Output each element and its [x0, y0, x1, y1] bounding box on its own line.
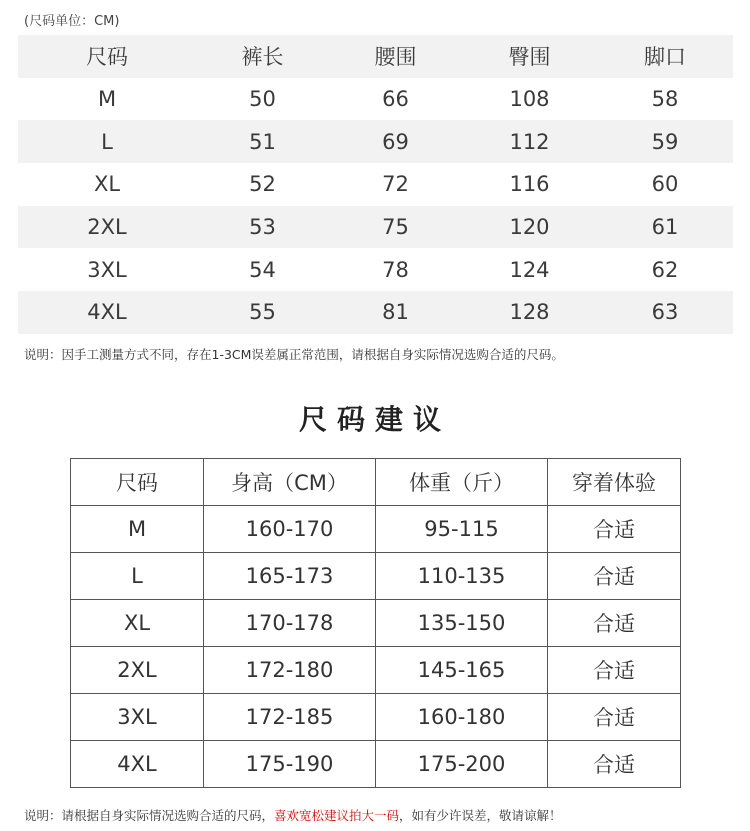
- table-cell: 合适: [548, 553, 681, 600]
- rec-row: [71, 694, 681, 741]
- table-cell: 52: [196, 163, 329, 206]
- table-cell: 合适: [548, 506, 681, 553]
- table-cell: 72: [329, 163, 462, 206]
- header-cell: 穿着体验: [548, 459, 681, 506]
- table-cell: 2XL: [71, 647, 204, 694]
- rec-header-row: [71, 459, 681, 506]
- rec-row: [71, 600, 681, 647]
- table-cell: 2XL: [18, 206, 196, 249]
- table-cell: XL: [71, 600, 204, 647]
- rec-row: [71, 647, 681, 694]
- table-cell: 128: [462, 291, 597, 334]
- table-cell: 69: [329, 120, 462, 163]
- size-row: [18, 120, 733, 163]
- table-cell: 95-115: [376, 506, 548, 553]
- unit-note: (尺码单位：CM): [24, 14, 120, 29]
- table-cell: 3XL: [18, 248, 196, 291]
- size-row: [18, 163, 733, 206]
- table-cell: XL: [18, 163, 196, 206]
- table-cell: 58: [597, 78, 733, 121]
- header-cell: 尺码: [18, 35, 196, 78]
- size-row: [18, 78, 733, 121]
- header-cell: 臀围: [462, 35, 597, 78]
- table-cell: 135-150: [376, 600, 548, 647]
- table-cell: 合适: [548, 694, 681, 741]
- purchase-note: [24, 806, 562, 824]
- table-cell: 59: [597, 120, 733, 163]
- table-cell: 170-178: [204, 600, 376, 647]
- size-row: [18, 248, 733, 291]
- size-row: [18, 291, 733, 334]
- table-cell: 160-180: [376, 694, 548, 741]
- header-cell: 腰围: [329, 35, 462, 78]
- header-cell: 尺码: [71, 459, 204, 506]
- table-cell: 61: [597, 206, 733, 249]
- table-cell: 50: [196, 78, 329, 121]
- table-cell: 4XL: [71, 741, 204, 788]
- table-cell: 62: [597, 248, 733, 291]
- table-cell: 175-190: [204, 741, 376, 788]
- size-row: [18, 206, 733, 249]
- header-cell: 裤长: [196, 35, 329, 78]
- table-cell: 54: [196, 248, 329, 291]
- table-cell: 172-185: [204, 694, 376, 741]
- section-title: 尺码建议: [298, 403, 451, 436]
- rec-row: [71, 506, 681, 553]
- size-table: [18, 35, 733, 334]
- table-cell: 110-135: [376, 553, 548, 600]
- table-cell: 145-165: [376, 647, 548, 694]
- table-cell: 60: [597, 163, 733, 206]
- table-cell: M: [71, 506, 204, 553]
- table-cell: 55: [196, 291, 329, 334]
- table-cell: 120: [462, 206, 597, 249]
- table-cell: 160-170: [204, 506, 376, 553]
- table-cell: M: [18, 78, 196, 121]
- table-cell: 124: [462, 248, 597, 291]
- table-cell: 81: [329, 291, 462, 334]
- size-header-row: [18, 35, 733, 78]
- measurement-note: 说明：因手工测量方式不同，存在1-3CM误差属正常范围，请根据自身实际情况选购合适的尺码。: [24, 347, 564, 362]
- table-cell: 175-200: [376, 741, 548, 788]
- table-cell: L: [18, 120, 196, 163]
- rec-row: [71, 553, 681, 600]
- table-cell: L: [71, 553, 204, 600]
- table-cell: 165-173: [204, 553, 376, 600]
- table-cell: 78: [329, 248, 462, 291]
- header-cell: 身高（CM）: [204, 459, 376, 506]
- table-cell: 53: [196, 206, 329, 249]
- table-cell: 172-180: [204, 647, 376, 694]
- table-cell: 合适: [548, 741, 681, 788]
- header-cell: 脚口: [597, 35, 733, 78]
- table-cell: 4XL: [18, 291, 196, 334]
- table-cell: 112: [462, 120, 597, 163]
- purchase-note-highlight: 喜欢宽松建议拍大一码: [274, 808, 400, 823]
- recommendation-table: [70, 458, 681, 788]
- purchase-note-prefix: 说明：请根据自身实际情况选购合适的尺码，: [24, 808, 275, 823]
- table-cell: 51: [196, 120, 329, 163]
- rec-row: [71, 741, 681, 788]
- purchase-note-suffix: ，如有少许误差，敬请谅解！: [399, 808, 562, 823]
- table-cell: 3XL: [71, 694, 204, 741]
- header-cell: 体重（斤）: [376, 459, 548, 506]
- table-cell: 116: [462, 163, 597, 206]
- table-cell: 合适: [548, 600, 681, 647]
- table-cell: 63: [597, 291, 733, 334]
- table-cell: 108: [462, 78, 597, 121]
- table-cell: 66: [329, 78, 462, 121]
- table-cell: 75: [329, 206, 462, 249]
- table-cell: 合适: [548, 647, 681, 694]
